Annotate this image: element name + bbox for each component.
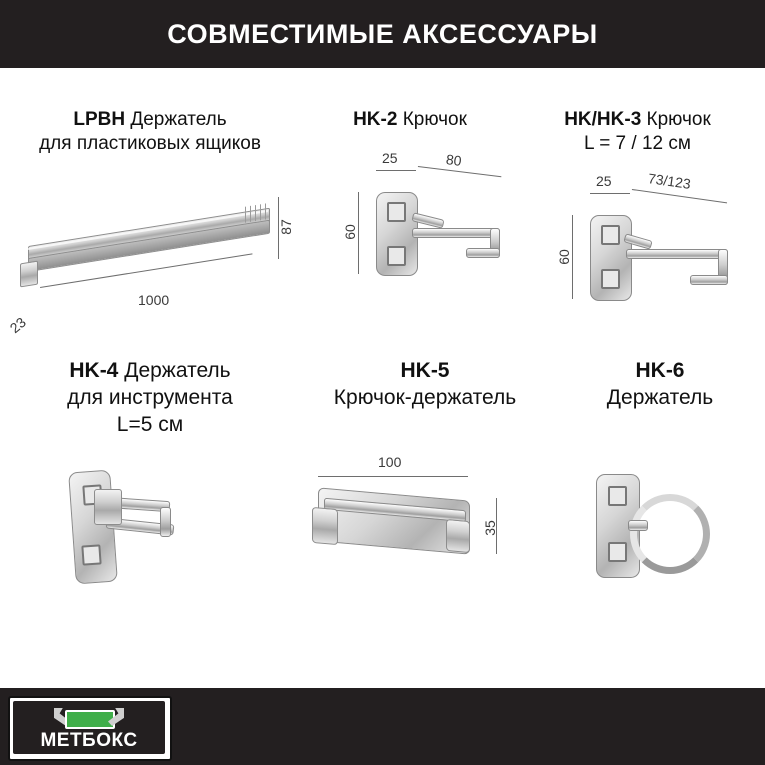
mount-slot-top-hk6	[608, 486, 627, 506]
dim-35-hk5: 35	[481, 519, 498, 536]
hook-arm-hk3	[626, 249, 728, 259]
dim-73123-hk3: 73/123	[647, 169, 692, 192]
mount-slot-bottom-hk6	[608, 542, 627, 562]
logo-inner-panel	[13, 701, 165, 754]
dim-line-73123-hk3	[632, 189, 727, 203]
page-title: СОВМЕСТИМЫЕ АКСЕССУАРЫ	[167, 18, 598, 49]
toolbox-body-icon	[65, 710, 115, 729]
product-name-hk5: Крючок-держатель	[333, 385, 517, 409]
product-name-hk3: Крючок	[646, 109, 711, 130]
hook-return-hk3	[690, 275, 728, 285]
rail-body	[28, 208, 268, 276]
product-image-hk3	[520, 157, 755, 337]
product-cell-lpbh[interactable]	[6, 108, 294, 348]
brand-logo[interactable]	[8, 696, 172, 761]
dim-60-hk2: 60	[341, 224, 358, 241]
mount-slot-bottom-hk4	[81, 544, 101, 565]
dim-line-25-hk3	[590, 193, 630, 194]
product-cell-hk3[interactable]	[520, 108, 755, 348]
mount-slot-bottom-hk3	[601, 269, 620, 289]
product-image-hk6	[560, 460, 760, 640]
product-title-hk4	[10, 358, 290, 439]
rail-end-cap	[20, 260, 38, 287]
dim-60-hk3: 60	[555, 248, 572, 265]
product-title-lpbh	[10, 108, 290, 157]
product-cell-hk4[interactable]	[10, 358, 290, 668]
dim-25-hk3: 25	[596, 172, 612, 189]
product-code-hk2: HK-2	[353, 109, 398, 130]
products-grid	[0, 68, 765, 688]
dim-line-100-hk5	[318, 476, 468, 477]
dim-23: 23	[6, 313, 29, 336]
product-image-lpbh	[6, 157, 294, 336]
product-image-hk5	[300, 453, 550, 640]
product-title-hk6	[560, 358, 760, 412]
product-subtitle-lpbh: для пластиковых ящиков	[39, 133, 261, 155]
product-cell-hk2[interactable]	[300, 108, 520, 348]
product-code-hk5: HK-5	[400, 359, 450, 382]
product-subtitle2-hk4: L=5 см	[116, 412, 184, 436]
dim-1000: 1000	[138, 291, 170, 308]
product-image-hk2	[300, 132, 520, 312]
hook-arm-hk2	[412, 228, 500, 238]
product-image-hk4	[10, 459, 290, 639]
tool-clip-tip-hk4	[160, 507, 171, 537]
product-code-hk3: HK/HK-3	[564, 109, 642, 130]
shelf-end-left-hk5	[312, 507, 338, 545]
mount-slot-top-hk2	[387, 202, 406, 222]
tool-clip-block-hk4	[94, 489, 122, 525]
dim-80-hk2: 80	[445, 151, 463, 170]
product-code-lpbh: LPBH	[73, 109, 126, 130]
mount-slot-top-hk3	[601, 225, 620, 245]
product-name-lpbh: Держатель	[130, 109, 227, 130]
ring-connector-hk6	[628, 520, 648, 531]
product-title-hk2	[300, 108, 520, 132]
dim-100-hk5: 100	[378, 453, 402, 470]
toolbox-icon	[53, 706, 125, 728]
hook-return-hk2	[466, 248, 500, 258]
rail-perforation	[245, 203, 267, 222]
mount-slot-bottom-hk2	[387, 246, 406, 266]
product-subtitle-hk4: для инструмента	[67, 385, 233, 409]
product-code-hk6: HK-6	[635, 359, 685, 382]
product-subtitle-hk3: L = 7 / 12 см	[584, 133, 691, 155]
dim-line-60-hk3	[572, 215, 573, 299]
product-title-hk5	[300, 358, 550, 412]
footer-bar	[0, 688, 765, 765]
product-cell-hk6[interactable]	[560, 358, 760, 668]
dim-25-hk2: 25	[382, 150, 398, 167]
product-name-hk2: Крючок	[402, 109, 467, 130]
logo-text: МЕТБОКС	[40, 730, 138, 751]
dim-87: 87	[277, 218, 294, 235]
product-name-hk6: Держатель	[606, 385, 714, 409]
dim-line-60-hk2	[358, 192, 359, 274]
product-cell-hk5[interactable]	[300, 358, 550, 668]
dim-line-25-hk2	[376, 170, 416, 171]
shelf-end-right-hk5	[446, 519, 470, 553]
product-code-hk4: HK-4	[69, 359, 119, 382]
product-name-hk4: Держатель	[124, 359, 231, 382]
holder-ring-hk6	[630, 494, 710, 574]
product-title-hk3	[520, 108, 755, 157]
header-bar	[0, 0, 765, 68]
